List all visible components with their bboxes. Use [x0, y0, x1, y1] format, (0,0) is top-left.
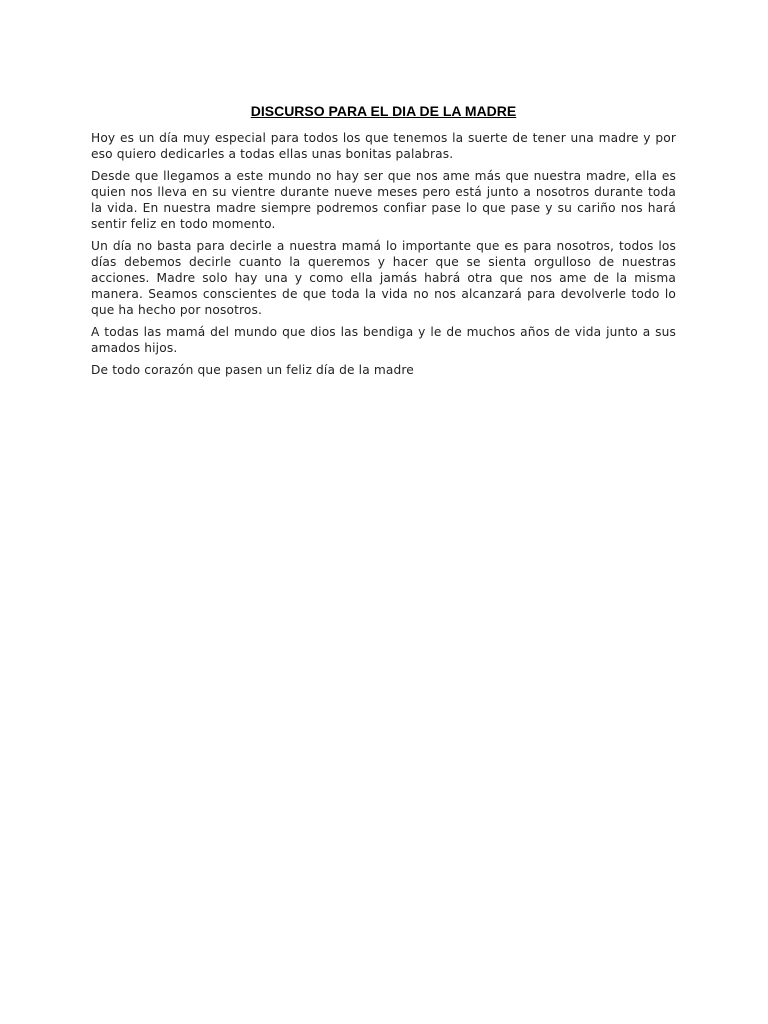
paragraph-4: A todas las mamá del mundo que dios las bendiga y le de muchos años de vida junto a sus amados hijos. — [91, 325, 676, 355]
paragraph-1: Hoy es un día muy especial para todos los que tenemos la suerte de tener una madre y por eso quiero dedicarles a todas ellas unas bonitas palabras. — [91, 131, 676, 161]
paragraph-3: Un día no basta para decirle a nuestra mamá lo importante que es para nosotros, todos los días debemos decirle cuanto la queremos y hacer que se sienta orgulloso de nuestras acciones. Madre solo hay una y como ella jamás habrá otra que nos ame de la misma manera. Seamos conscientes de que toda la vida no nos alcanzará para devolverle todo lo que ha hecho por nosotros. — [91, 239, 676, 317]
paragraph-5: De todo corazón que pasen un feliz día de la madre — [91, 363, 414, 377]
document-page — [91, 102, 676, 384]
paragraph-2: Desde que llegamos a este mundo no hay ser que nos ame más que nuestra madre, ella es quien nos lleva en su vientre durante nueve meses pero está junto a nosotros durante toda la vida. En nuestra madre siempre podremos confiar pase lo que pase y su cariño nos hará sentir feliz en todo momento. — [91, 169, 676, 231]
document-title: DISCURSO PARA EL DIA DE LA MADRE — [250, 103, 517, 119]
